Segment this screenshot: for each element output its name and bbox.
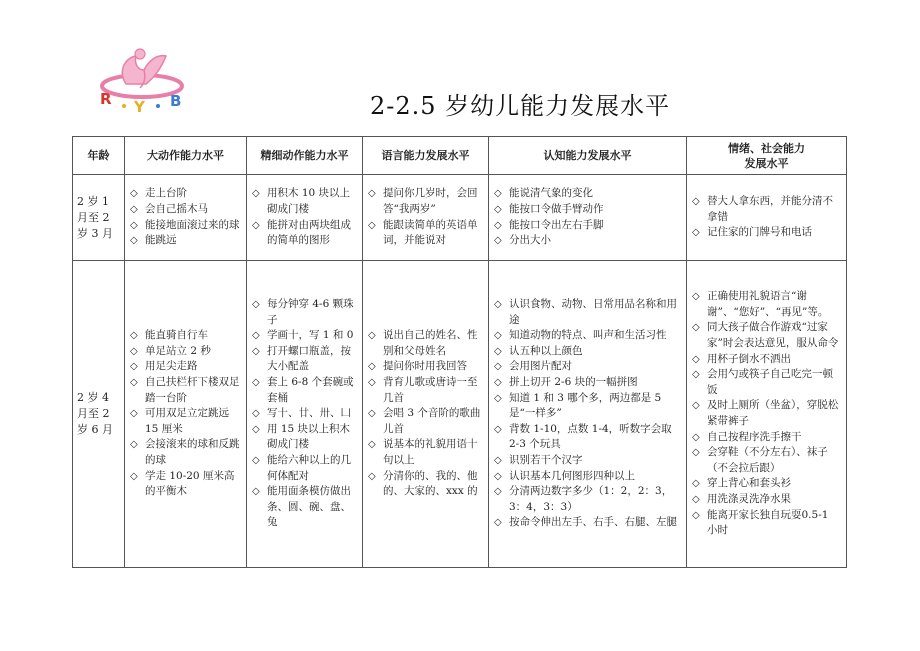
logo-letter-r: R [100,90,112,108]
list-item [493,422,682,453]
gross-motor-cell [125,261,247,568]
diamond-bullet-icon: ◇ [252,454,260,466]
list-item [251,422,358,453]
diamond-bullet-icon: ◇ [252,345,260,357]
list-item [129,406,242,437]
list-item [493,391,682,422]
list-item-text: 能给六种以上的几何体配对 [267,453,351,482]
header-language: 语言能力发展水平 [363,137,489,175]
list-item-text: 可用双足立定跳远15 厘米 [145,407,229,435]
age-line: 月至 2 [77,407,110,420]
diamond-bullet-icon: ◇ [692,291,700,303]
list-item [493,375,682,391]
list-item-text: 自己按程序洗手擦干 [707,430,802,443]
list-item-text: 提问你时用我回答 [383,360,467,373]
diamond-bullet-icon: ◇ [252,408,260,420]
list-item-text: 能跟读简单的英语单词，并能说对 [383,218,478,247]
list-item [129,328,242,344]
list-item-text: 单足站立 2 秒 [145,344,211,357]
list-item-text: 能跳远 [145,234,177,247]
list-item [367,375,484,406]
diamond-bullet-icon: ◇ [494,486,502,498]
list-item-text: 能按口令出左右手脚 [509,218,604,231]
list-item [493,359,682,375]
diamond-bullet-icon: ◇ [252,219,260,231]
list-item-text: 知道 1 和 3 哪个多，两边都是 5 是“一样多” [509,391,662,420]
ryb-logo [96,44,188,116]
list-item [367,437,484,468]
list-item-text: 套上 6-8 个套碗或套桶 [267,376,354,404]
list-item-text: 会接滚来的球和反跳的球 [145,438,240,466]
diamond-bullet-icon: ◇ [494,517,502,529]
list-item-text: 走上台阶 [145,187,187,200]
list-item [367,218,484,249]
list-item [129,218,242,234]
list-item [251,218,358,249]
diamond-bullet-icon: ◇ [494,454,502,466]
list-item-text: 分清你的、我的、他的、大家的、xxx 的 [383,469,478,498]
list-item [493,453,682,469]
logo-letter-y: Y [134,98,145,116]
list-item [129,359,242,375]
list-item [367,406,484,437]
list-item [691,398,842,429]
list-item-text: 能直骑自行车 [145,329,208,342]
list-item-text: 分清两边数字多少（1：2，2：3，3：4，3：3） [509,485,673,513]
diamond-bullet-icon: ◇ [130,330,138,342]
fine-motor-cell [247,175,363,261]
list-item [493,515,682,531]
list-item [251,484,358,531]
gross-motor-cell [125,175,247,261]
list-item [493,233,682,249]
list-item-text: 学走 10-20 厘米高的平衡木 [145,469,235,498]
diamond-bullet-icon: ◇ [692,509,700,521]
header-fine-motor: 精细动作能力水平 [247,137,363,175]
diamond-bullet-icon: ◇ [368,330,376,342]
list-item [691,476,842,492]
list-item [251,328,358,344]
diamond-bullet-icon: ◇ [494,423,502,435]
list-item-text: 及时上厕所（坐盆），穿脱松紧带裤子 [707,399,839,427]
list-item [691,225,842,241]
emotional-cell [687,261,847,568]
diamond-bullet-icon: ◇ [692,227,700,239]
list-item [493,297,682,328]
list-item-text: 写十、廿、卅、凵 [267,407,351,420]
diamond-bullet-icon: ◇ [130,377,138,389]
diamond-bullet-icon: ◇ [130,345,138,357]
diamond-bullet-icon: ◇ [130,235,138,247]
list-item [493,202,682,218]
diamond-bullet-icon: ◇ [494,203,502,215]
list-item-text: 每分钟穿 4-6 颗珠子 [267,298,354,326]
diamond-bullet-icon: ◇ [368,188,376,200]
list-item [493,344,682,360]
list-item-text: 同大孩子做合作游戏“过家家”时会表达意见，服从命令 [707,321,839,350]
list-item-text: 背数 1-10，点数 1-4，听数字会取 2-3 个玩具 [509,422,672,451]
list-item-text: 会用图片配对 [509,360,572,373]
list-item-text: 能离开家长独自玩耍0.5-1 小时 [707,508,829,537]
age-cell [73,261,125,568]
diamond-bullet-icon: ◇ [494,299,502,311]
diamond-bullet-icon: ◇ [252,299,260,311]
diamond-bullet-icon: ◇ [494,219,502,231]
diamond-bullet-icon: ◇ [252,423,260,435]
diamond-bullet-icon: ◇ [494,188,502,200]
list-item [129,344,242,360]
diamond-bullet-icon: ◇ [130,203,138,215]
list-item-text: 会用勺或筷子自己吃完一顿饭 [707,368,833,396]
list-item [251,375,358,406]
list-item [691,445,842,476]
list-item [691,367,842,398]
list-item [493,469,682,485]
list-item [251,406,358,422]
diamond-bullet-icon: ◇ [252,486,260,498]
list-item-text: 背育儿歌或唐诗一至几首 [383,376,478,404]
header-emotional-line1: 情绪、社会能力 [728,141,805,155]
list-item-text: 替大人拿东西，并能分清不拿错 [707,195,833,223]
list-item-text: 用洗涤灵洗净水果 [707,492,791,505]
diamond-bullet-icon: ◇ [494,377,502,389]
list-item-text: 能接地面滚过来的球 [145,218,240,231]
list-item-text: 拼上切开 2-6 块的一幅拼图 [509,376,638,389]
diamond-bullet-icon: ◇ [130,361,138,373]
ability-table [72,136,847,568]
diamond-bullet-icon: ◇ [494,361,502,373]
diamond-bullet-icon: ◇ [252,330,260,342]
list-item-text: 记住家的门牌号和电话 [707,226,812,239]
list-item-text: 会唱 3 个音阶的歌曲儿首 [383,407,481,435]
list-item-text: 用 15 块以上积木砌成门楼 [267,422,351,451]
list-item [691,352,842,368]
diamond-bullet-icon: ◇ [252,377,260,389]
list-item [367,469,484,500]
emotional-cell [687,175,847,261]
list-item [367,328,484,359]
header-emotional-social [687,137,847,175]
list-item-text: 用杯子倒水不洒出 [707,352,791,365]
list-item [691,194,842,225]
list-item [367,359,484,375]
age-cell [73,175,125,261]
list-item [129,186,242,202]
list-item [129,233,242,249]
list-item-text: 会穿鞋（不分左右）、袜子（不会拉后跟） [707,446,828,474]
list-item [493,484,682,515]
diamond-bullet-icon: ◇ [494,330,502,342]
list-item [493,186,682,202]
list-item-text: 能用面条模仿做出条、圆、碗、盘、兔 [267,485,351,529]
language-cell [363,261,489,568]
diamond-bullet-icon: ◇ [692,447,700,459]
diamond-bullet-icon: ◇ [692,493,700,505]
diamond-bullet-icon: ◇ [368,377,376,389]
list-item-text: 知道动物的特点、叫声和生活习性 [509,329,667,342]
list-item [367,186,484,217]
header-age: 年龄 [73,137,125,175]
diamond-bullet-icon: ◇ [692,478,700,490]
diamond-bullet-icon: ◇ [494,392,502,404]
list-item-text: 会自己摇木马 [145,202,208,215]
diamond-bullet-icon: ◇ [692,431,700,443]
list-item-text: 说出自己的姓名、性别和父母姓名 [383,329,478,357]
list-item-text: 用足尖走路 [145,360,198,373]
age-line: 2 岁 4 [77,391,109,404]
list-item-text: 用积木 10 块以上砌成门楼 [267,187,351,215]
list-item-text: 识别若干个汉字 [509,453,583,466]
diamond-bullet-icon: ◇ [494,470,502,482]
list-item-text: 学画十，写 1 和 0 [267,329,354,342]
list-item-text: 打开螺口瓶盖，按大小配盖 [267,344,351,373]
list-item [129,437,242,468]
diamond-bullet-icon: ◇ [494,345,502,357]
list-item [691,289,842,320]
list-item [691,430,842,446]
age-line: 月至 2 [77,210,110,224]
list-item-text: 穿上背心和套头衫 [707,477,791,490]
list-item-text: 能说清气象的变化 [509,187,593,200]
diamond-bullet-icon: ◇ [130,188,138,200]
diamond-bullet-icon: ◇ [130,219,138,231]
list-item-text: 能按口令做手臂动作 [509,202,604,215]
list-item [691,508,842,539]
list-item [129,375,242,406]
list-item [251,453,358,484]
table-row [73,261,847,568]
list-item [691,320,842,351]
diamond-bullet-icon: ◇ [130,408,138,420]
table-row [73,175,847,261]
diamond-bullet-icon: ◇ [368,361,376,373]
page-title: 2-2.5 岁幼儿能力发展水平 [370,92,671,120]
diamond-bullet-icon: ◇ [368,408,376,420]
age-line: 岁 3 月 [77,226,113,240]
diamond-bullet-icon: ◇ [368,439,376,451]
diamond-bullet-icon: ◇ [130,470,138,482]
age-line: 岁 6 月 [77,423,113,436]
list-item [129,469,242,500]
header-gross-motor: 大动作能力水平 [125,137,247,175]
list-item-text: 认识基本几何图形四种以上 [509,469,635,482]
diamond-bullet-icon: ◇ [692,400,700,412]
fine-motor-cell [247,261,363,568]
list-item-text: 自己扶栏杆下楼双足踏一台阶 [145,376,240,404]
list-item-text: 按命令伸出左手、右手、右腿、左腿 [509,516,677,529]
header-row [73,137,847,175]
diamond-bullet-icon: ◇ [368,470,376,482]
list-item-text: 分出大小 [509,234,551,247]
list-item [251,344,358,375]
list-item [251,186,358,217]
list-item-text: 说基本的礼貌用语十句以上 [383,438,478,466]
diamond-bullet-icon: ◇ [692,353,700,365]
list-item [493,218,682,234]
list-item [691,492,842,508]
list-item-text: 认五种以上颜色 [509,344,583,357]
age-line: 2 岁 1 [77,194,109,208]
list-item-text: 认识食物、动物、日常用品名称和用途 [509,298,677,326]
list-item [129,202,242,218]
header-emotional-line2: 发展水平 [744,156,789,170]
list-item-text: 能拼对由两块组成的简单的图形 [267,218,351,247]
diamond-bullet-icon: ◇ [692,322,700,334]
cognitive-cell [489,261,687,568]
list-item-text: 提问你几岁时，会回答“我两岁” [383,187,478,215]
cognitive-cell [489,175,687,261]
diamond-bullet-icon: ◇ [368,219,376,231]
header-cognitive: 认知能力发展水平 [489,137,687,175]
diamond-bullet-icon: ◇ [494,235,502,247]
diamond-bullet-icon: ◇ [692,369,700,381]
language-cell [363,175,489,261]
diamond-bullet-icon: ◇ [692,196,700,208]
list-item-text: 正确使用礼貌语言“谢谢”、“您好”、“再见”等。 [707,290,829,318]
diamond-bullet-icon: ◇ [130,439,138,451]
list-item [251,297,358,328]
logo-letter-b: B [170,92,182,110]
diamond-bullet-icon: ◇ [252,188,260,200]
list-item [493,328,682,344]
